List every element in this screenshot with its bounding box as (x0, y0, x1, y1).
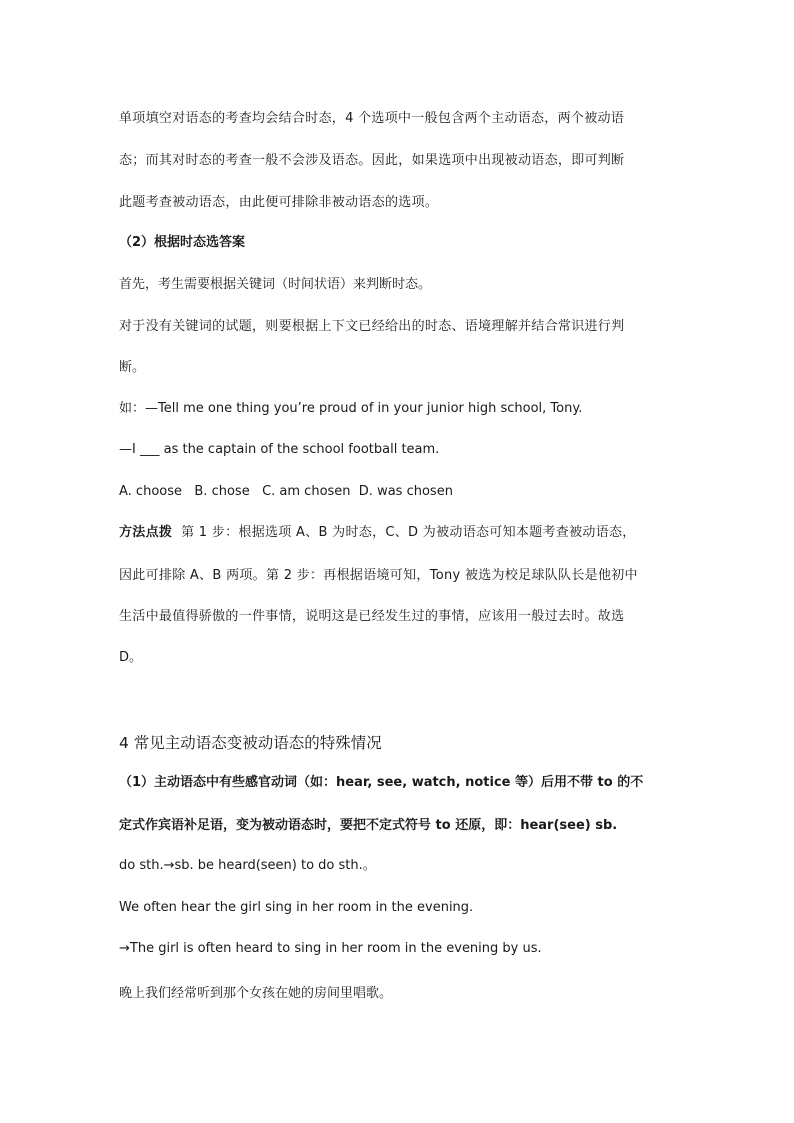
sample-passive: →The girl is often heard to sing in her room in the evening by us. (119, 941, 542, 956)
sample-translation: 晚上我们经常听到那个女孩在她的房间里唱歌。 (119, 986, 393, 1001)
subheading-tense: （2）根据时态选答案 (119, 235, 246, 250)
example-question: 如：—Tell me one thing you’re proud of in your junior high school, Tony. (119, 401, 583, 416)
voice-paragraph-line-3: 此题考查被动语态，由此便可排除非被动语态的选项。 (119, 195, 439, 210)
example-answer: —I ___ as the captain of the school football team. (119, 442, 440, 457)
method-line-2: 因此可排除 A、B 两项。第 2 步：再根据语境可知，Tony 被选为校足球队队长是他初中 (119, 568, 638, 583)
example-options: A. choose B. chose C. am chosen D. was chosen (119, 484, 453, 499)
section-4-title: 4 常见主动语态变被动语态的特殊情况 (119, 734, 382, 752)
method-line-1 (119, 524, 689, 542)
no-keyword-line-2: 断。 (119, 360, 146, 375)
voice-paragraph-line-2: 态；而其对时态的考查一般不会涉及语态。因此，如果选项中出现被动语态，即可判断 (119, 153, 625, 168)
method-line-3: 生活中最值得骄傲的一件事情，说明这是已经发生过的事情，应该用一般过去时。故选 (119, 609, 625, 624)
method-label: 方法点拨 (119, 525, 173, 540)
first-step-text: 首先，考生需要根据关键词（时间状语）来判断时态。 (119, 277, 432, 292)
voice-paragraph-line-1: 单项填空对语态的考查均会结合时态，4 个选项中一般包含两个主动语态，两个被动语 (119, 111, 625, 126)
rule-1-line-3: do sth.→sb. be heard(seen) to do sth.。 (119, 858, 376, 873)
rule-1-line-2: 定式作宾语补足语，变为被动语态时，要把不定式符号 to 还原，即：hear(see) sb. (119, 818, 618, 833)
no-keyword-line-1: 对于没有关键词的试题，则要根据上下文已经给出的时态、语境理解并结合常识进行判 (119, 319, 625, 334)
method-line-4: D。 (119, 650, 143, 665)
method-line-1-text: 第 1 步：根据选项 A、B 为时态，C、D 为被动语态可知本题考查被动语态， (172, 525, 636, 540)
sample-active: We often hear the girl sing in her room in the evening. (119, 900, 474, 915)
rule-1-line-1: （1）主动语态中有些感官动词（如：hear, see, watch, notice 等）后用不带 to 的不 (119, 775, 644, 790)
